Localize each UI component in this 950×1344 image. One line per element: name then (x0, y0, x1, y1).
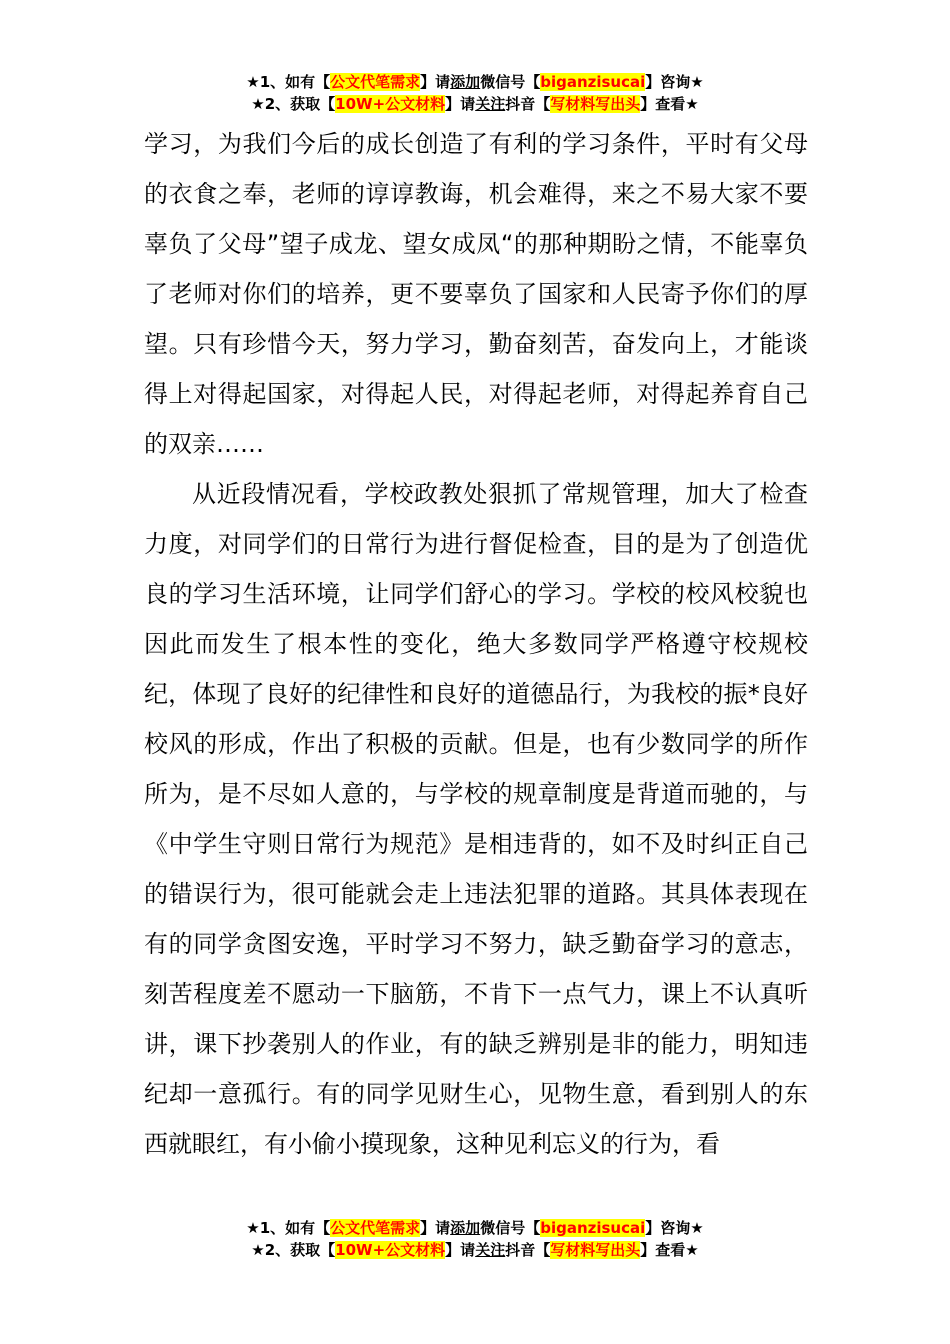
star-icon: ★ (685, 95, 699, 113)
highlight-materials: 10W+公文材料 (335, 95, 446, 113)
banner-text: 1、如有【 (259, 1219, 331, 1237)
paragraph-2: 从近段情况看，学校政教处狠抓了常规管理，加大了检查力度，对同学们的日常行为进行督促检查，目的是为了创造优良的学习生活环境，让同学们舒心的学习。学校的校风校貌也因此而发生了根本性的变化，绝大多数同学严格遵守校规校纪，体现了良好的纪律性和良好的道德品行，为我校的振*良好校风的形成，作出了积极的贡献。但是，也有少数同学的所作所为，是不尽如人意的，与学校的规章制度是背道而驰的，与《中学生守则日常行为规范》是相违背的，如不及时纠正自己的错误行为，很可能就会走上违法犯罪的道路。其具体表现在有的同学贪图安逸，平时学习不努力，缺乏勤奋学习的意志，刻苦程度差不愿动一下脑筋，不肯下一点气力，课上不认真听讲，课下抄袭别人的作业，有的缺乏辨别是非的能力，明知违纪却一意孤行。有的同学见财生心，见物生意，看到别人的东西就眼红，有小偷小摸现象，这种见利忘义的行为，看 (144, 480, 808, 1158)
highlight-materials: 10W+公文材料 (335, 1241, 446, 1259)
banner-text: 】咨询 (645, 73, 691, 91)
highlight-service: 公文代笔需求 (330, 1219, 421, 1237)
banner-text: 】查看 (640, 1241, 686, 1259)
star-icon: ★ (685, 1241, 699, 1259)
star-icon: ★ (246, 73, 260, 91)
banner-line-2 (0, 1239, 950, 1261)
star-icon: ★ (251, 95, 265, 113)
highlight-service: 公文代笔需求 (330, 73, 421, 91)
document-body (144, 119, 808, 1169)
banner-text: 2、获取【 (264, 1241, 336, 1259)
highlight-douyin-account: 写材料写出头 (550, 95, 641, 113)
banner-text: 1、如有【 (259, 73, 331, 91)
underlined-follow: 关注 (475, 1241, 506, 1259)
star-icon: ★ (690, 73, 704, 91)
footer-banner (0, 1217, 950, 1261)
banner-line-2 (0, 93, 950, 115)
banner-line-1 (0, 71, 950, 93)
banner-text: 】查看 (640, 95, 686, 113)
banner-text: 微信号【 (480, 1219, 541, 1237)
banner-text: 】请 (420, 73, 451, 91)
banner-text: 】请 (420, 1219, 451, 1237)
highlight-douyin-account: 写材料写出头 (550, 1241, 641, 1259)
header-banner (0, 71, 950, 115)
underlined-add: 添加 (450, 73, 481, 91)
highlight-wechat-id: biganzisucai (540, 1219, 646, 1237)
highlight-wechat-id: biganzisucai (540, 73, 646, 91)
banner-text: 微信号【 (480, 73, 541, 91)
underlined-add: 添加 (450, 1219, 481, 1237)
banner-text: 抖音【 (505, 95, 551, 113)
star-icon: ★ (690, 1219, 704, 1237)
banner-text: 】咨询 (645, 1219, 691, 1237)
banner-text: 2、获取【 (264, 95, 336, 113)
underlined-follow: 关注 (475, 95, 506, 113)
banner-text: 抖音【 (505, 1241, 551, 1259)
paragraph-1: 学习，为我们今后的成长创造了有利的学习条件，平时有父母的衣食之奉，老师的谆谆教诲，机会难得，来之不易大家不要辜负了父母”望子成龙、望女成凤“的那种期盼之情，不能辜负了老师对你们的培养，更不要辜负了国家和人民寄予你们的厚望。只有珍惜今天，努力学习，勤奋刻苦，奋发向上，才能谈得上对得起国家，对得起人民，对得起老师，对得起养育自己的双亲…… (144, 130, 808, 458)
banner-text: 】请 (445, 1241, 476, 1259)
banner-text: 】请 (445, 95, 476, 113)
star-icon: ★ (251, 1241, 265, 1259)
banner-line-1 (0, 1217, 950, 1239)
star-icon: ★ (246, 1219, 260, 1237)
